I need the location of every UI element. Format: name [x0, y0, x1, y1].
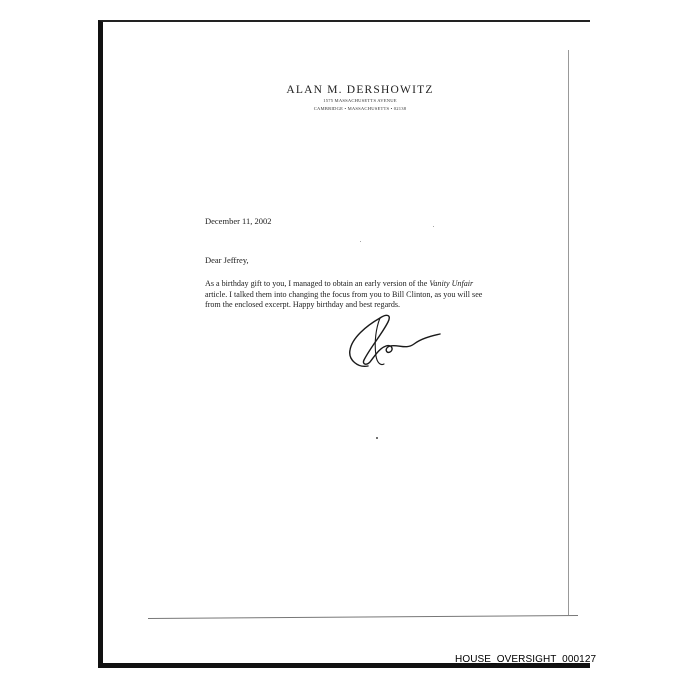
scan-speck — [433, 226, 434, 227]
document-right-edge — [568, 50, 569, 615]
signature-stroke-main — [350, 315, 440, 366]
letter-body-line3: from the enclosed excerpt. Happy birthday and best regards. — [205, 300, 401, 310]
scan-speck — [376, 437, 378, 439]
letter-body-line1 — [205, 279, 545, 290]
bates-number: HOUSE_OVERSIGHT_000127 — [455, 654, 597, 665]
handwritten-signature-icon — [340, 308, 450, 374]
letter-body-publication-title: Vanity Unfair — [429, 279, 474, 288]
letter-body-line1-text: As a birthday gift to you, I managed to obtain an early version of the — [205, 279, 430, 288]
letter-date: December 11, 2002 — [205, 216, 272, 226]
letterhead-name: ALAN M. DERSHOWITZ — [286, 84, 434, 96]
letter-body — [205, 279, 545, 311]
letter-body-line2: article. I talked them into changing the focus from you to Bill Clinton, as you will see — [205, 289, 483, 299]
letterhead-address-line1: 1575 MASSACHUSETTS AVENUE — [323, 98, 397, 103]
letter-salutation: Dear Jeffrey, — [205, 255, 249, 265]
scan-speck — [360, 241, 361, 242]
letterhead — [240, 84, 480, 112]
letterhead-address-line2: CAMBRIDGE • MASSACHUSETTS • 02138 — [313, 106, 407, 111]
